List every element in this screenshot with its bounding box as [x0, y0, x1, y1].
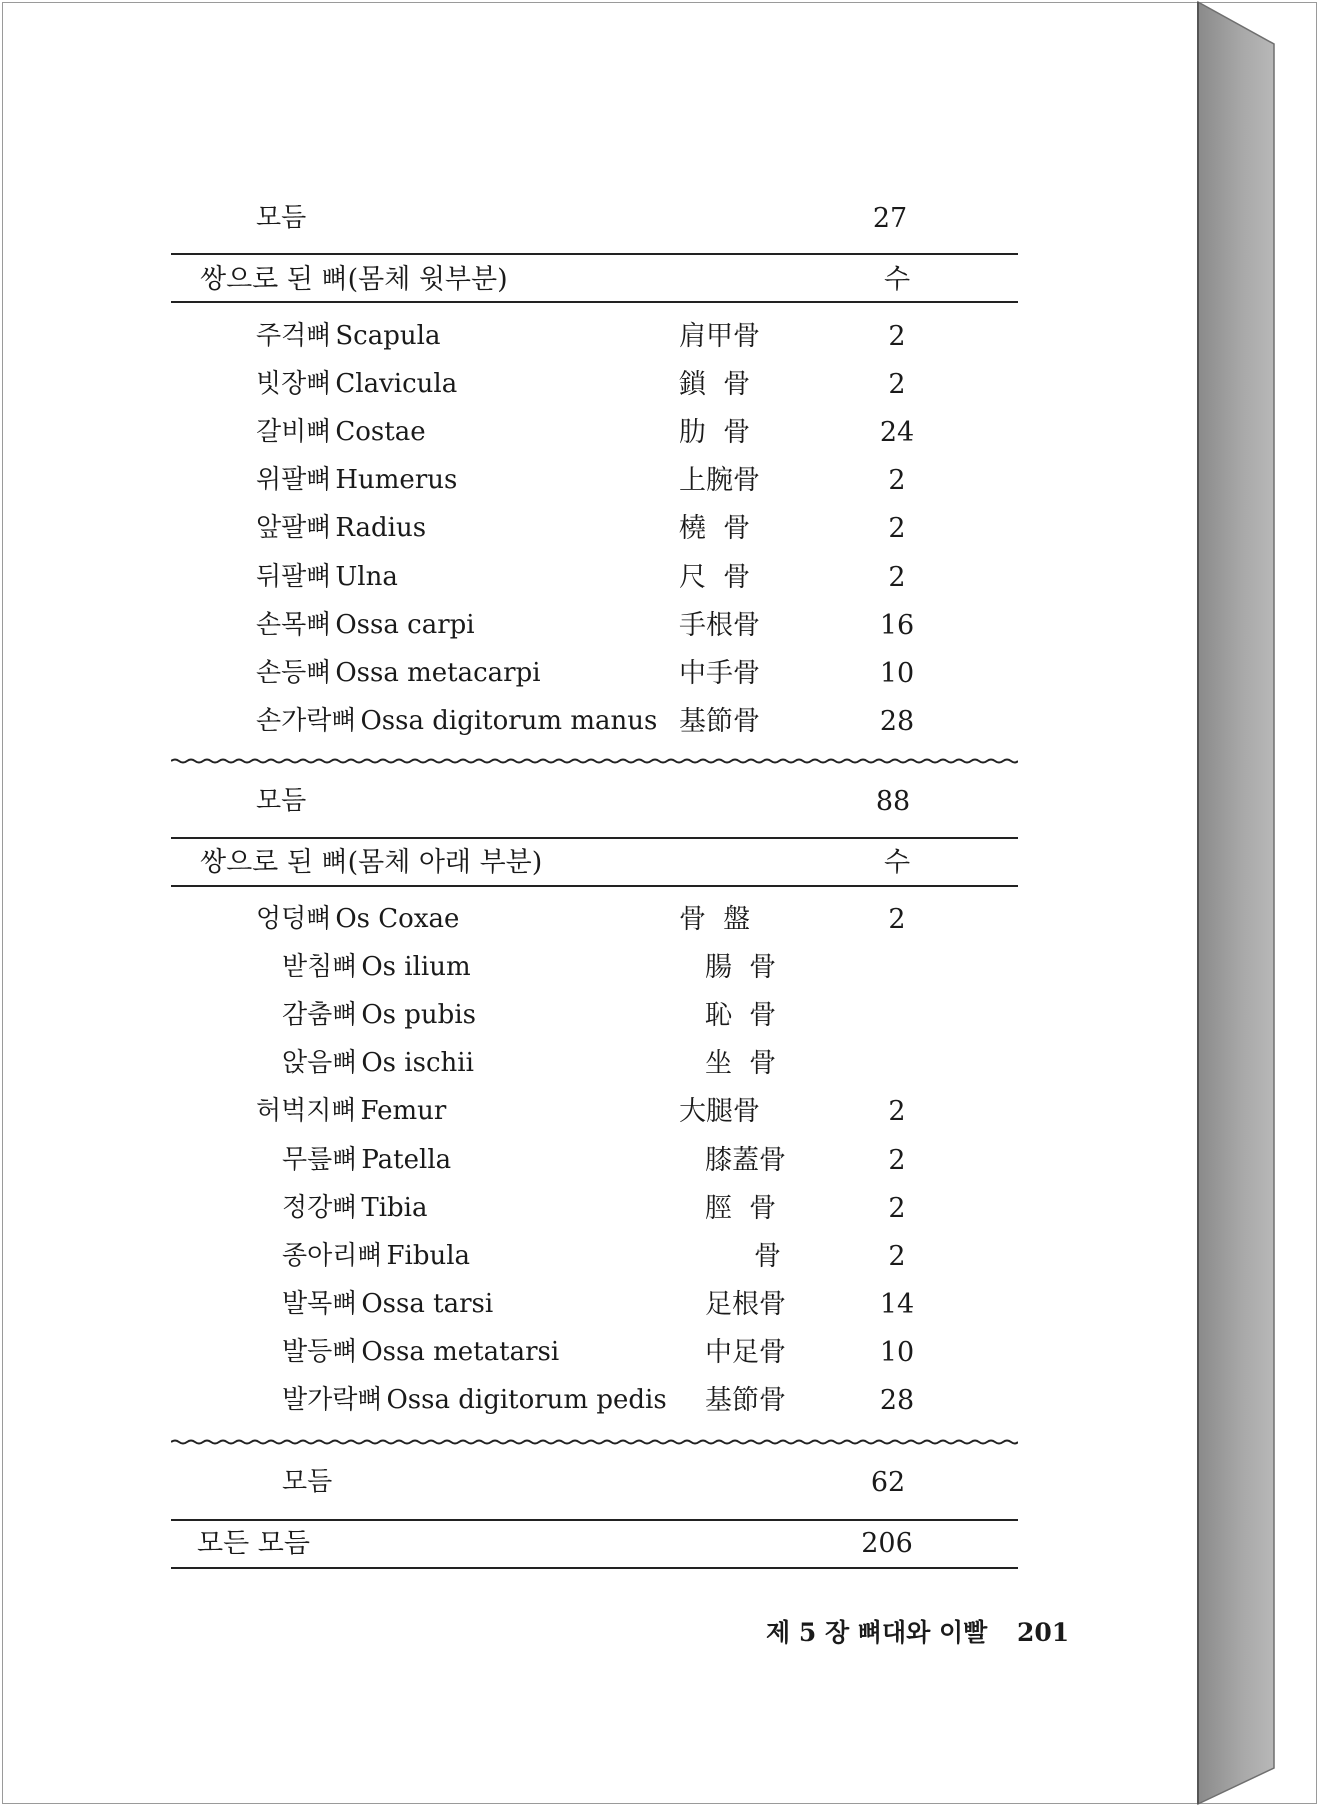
bone-hanja-name: 肩甲骨 [679, 321, 760, 352]
bone-korean-name: 손등뼈 [256, 657, 332, 688]
bone-latin-name: Ossa digitorum manus [360, 705, 658, 736]
bone-hanja-name: 基節骨 [679, 705, 760, 737]
bone-latin-name: Ossa carpi [335, 609, 475, 640]
bone-korean-name: 발목뼈 [282, 1288, 358, 1319]
bone-hanja-name: 橈 骨 [679, 513, 751, 545]
bone-hanja-name: 膝蓋骨 [705, 1144, 786, 1176]
bone-hanja-name: 中手骨 [679, 657, 760, 689]
bone-korean-name: 위팔뼈 [256, 465, 332, 496]
bone-count: 2 [888, 1096, 906, 1128]
bone-hanja-name: 上腕骨 [679, 465, 760, 497]
bone-hanja-name: 尺 骨 [679, 561, 751, 593]
bone-latin-name: Femur [360, 1096, 447, 1127]
bone-hanja-name: 大腿骨 [679, 1096, 760, 1128]
bone-latin-name: Humerus [335, 465, 458, 496]
bone-count: 24 [879, 417, 915, 449]
bone-count: 2 [888, 369, 906, 401]
bone-count: 14 [879, 1288, 915, 1320]
bone-name [256, 609, 475, 640]
bone-name [282, 1000, 476, 1031]
bone-name [282, 1240, 471, 1271]
section-0-total-value: 27 [872, 203, 908, 234]
bone-count: 2 [888, 513, 906, 545]
bone-latin-name: Costae [335, 417, 426, 448]
bone-name [256, 417, 426, 448]
bone-hanja-name: 腸 骨 [705, 952, 777, 984]
bone-hanja-name: 骨 [754, 1240, 781, 1272]
bone-hanja-name: 手根骨 [679, 609, 760, 641]
bone-korean-name: 정강뼈 [282, 1192, 358, 1223]
bone-count: 10 [879, 1336, 915, 1368]
bone-hanja-name: 坐 骨 [705, 1048, 777, 1080]
section-1-total-value: 88 [875, 786, 911, 817]
bone-count: 2 [888, 1144, 906, 1176]
grand-total-label: 모든 모듬 [197, 1528, 310, 1559]
bone-korean-name: 손목뼈 [256, 609, 332, 640]
bone-hanja-name: 足根骨 [705, 1288, 786, 1320]
bone-korean-name: 종아리뼈 [282, 1240, 383, 1271]
bone-korean-name: 갈비뼈 [256, 417, 332, 448]
bone-latin-name: Patella [361, 1144, 452, 1175]
bone-name [256, 657, 541, 688]
bone-hanja-name: 肋 骨 [679, 417, 751, 449]
section-1-total-label: 모듬 [256, 786, 307, 816]
section-2-total-label: 모듬 [282, 1467, 333, 1497]
bone-count: 2 [888, 1240, 906, 1272]
divider [171, 885, 1018, 887]
divider [171, 253, 1018, 255]
bone-name [282, 952, 471, 983]
bone-hanja-name: 骨 盤 [679, 904, 751, 935]
bone-count: 28 [879, 705, 915, 737]
bone-latin-name: Fibula [386, 1240, 471, 1271]
wavy-divider [171, 1437, 1018, 1447]
bone-name [256, 1096, 447, 1127]
bone-count: 2 [888, 321, 906, 352]
bone-korean-name: 앉음뼈 [282, 1048, 358, 1079]
bone-name [256, 369, 458, 400]
section-1-title: 쌍으로 된 뼈(몸체 윗부분) [200, 264, 508, 295]
bone-name [256, 513, 427, 544]
bone-latin-name: Ossa tarsi [361, 1288, 494, 1319]
bone-korean-name: 허벅지뼈 [256, 1096, 357, 1127]
bone-name [282, 1288, 494, 1319]
bone-korean-name: 받침뼈 [282, 952, 358, 983]
bone-korean-name: 앞팔뼈 [256, 513, 332, 544]
section-0-total-label: 모듬 [256, 203, 307, 233]
bone-latin-name: Clavicula [335, 369, 458, 400]
bone-name [282, 1336, 560, 1367]
book-page [3, 3, 1197, 1803]
bone-count: 2 [888, 465, 906, 497]
bone-hanja-name: 鎖 骨 [679, 369, 751, 401]
section-2-count-header: 수 [883, 847, 911, 878]
bone-latin-name: Ulna [335, 561, 398, 592]
bone-name [282, 1048, 474, 1079]
bone-name [282, 1192, 428, 1223]
divider [171, 837, 1018, 839]
divider [171, 301, 1018, 303]
bone-korean-name: 손가락뼈 [256, 705, 357, 736]
bone-korean-name: 주걱뼈 [256, 321, 332, 351]
bone-count: 2 [888, 1192, 906, 1224]
bone-latin-name: Ossa digitorum pedis [386, 1385, 667, 1415]
section-2-title: 쌍으로 된 뼈(몸체 아래 부분) [200, 847, 543, 878]
wavy-divider [171, 756, 1018, 766]
bone-name [282, 1144, 452, 1175]
bone-latin-name: Tibia [361, 1192, 428, 1223]
bone-korean-name: 감춤뼈 [282, 1000, 358, 1031]
bone-latin-name: Ossa metatarsi [361, 1336, 560, 1367]
bone-name [282, 1387, 667, 1413]
bone-korean-name: 뒤팔뼈 [256, 561, 332, 592]
bone-latin-name: Os Coxae [335, 904, 460, 934]
footer-page-number: 201 [1017, 1618, 1070, 1647]
bone-hanja-name: 中足骨 [705, 1336, 786, 1368]
section-1-count-header: 수 [883, 264, 911, 295]
bone-name [256, 705, 658, 736]
bone-korean-name: 빗장뼈 [256, 369, 332, 400]
bone-latin-name: Os pubis [361, 1000, 476, 1031]
bone-name [256, 465, 458, 496]
divider [171, 1567, 1018, 1569]
bone-count: 16 [879, 609, 915, 641]
bone-count: 10 [879, 657, 915, 689]
bone-name [256, 323, 440, 349]
bone-count: 2 [888, 904, 906, 935]
bone-count: 2 [888, 561, 906, 593]
divider [171, 1519, 1018, 1521]
bone-name [256, 906, 459, 932]
bone-latin-name: Ossa metacarpi [335, 657, 541, 688]
bone-name [256, 561, 398, 592]
bone-korean-name: 발등뼈 [282, 1336, 358, 1367]
bone-korean-name: 엉덩뼈 [256, 904, 332, 934]
bone-latin-name: Os ilium [361, 952, 471, 983]
grand-total-value: 206 [861, 1528, 913, 1559]
bone-hanja-name: 基節骨 [705, 1385, 786, 1416]
footer-chapter-title: 제 5 장 뼈대와 이빨 [766, 1618, 988, 1647]
bone-latin-name: Scapula [335, 321, 441, 351]
bone-hanja-name: 恥 骨 [705, 1000, 777, 1032]
bone-korean-name: 무릎뼈 [282, 1144, 358, 1175]
bone-latin-name: Os ischii [361, 1048, 474, 1079]
bone-korean-name: 발가락뼈 [282, 1385, 383, 1415]
bone-count: 28 [879, 1385, 915, 1416]
section-2-total-value: 62 [870, 1467, 906, 1498]
bone-hanja-name: 脛 骨 [705, 1192, 777, 1224]
bone-latin-name: Radius [335, 513, 427, 544]
